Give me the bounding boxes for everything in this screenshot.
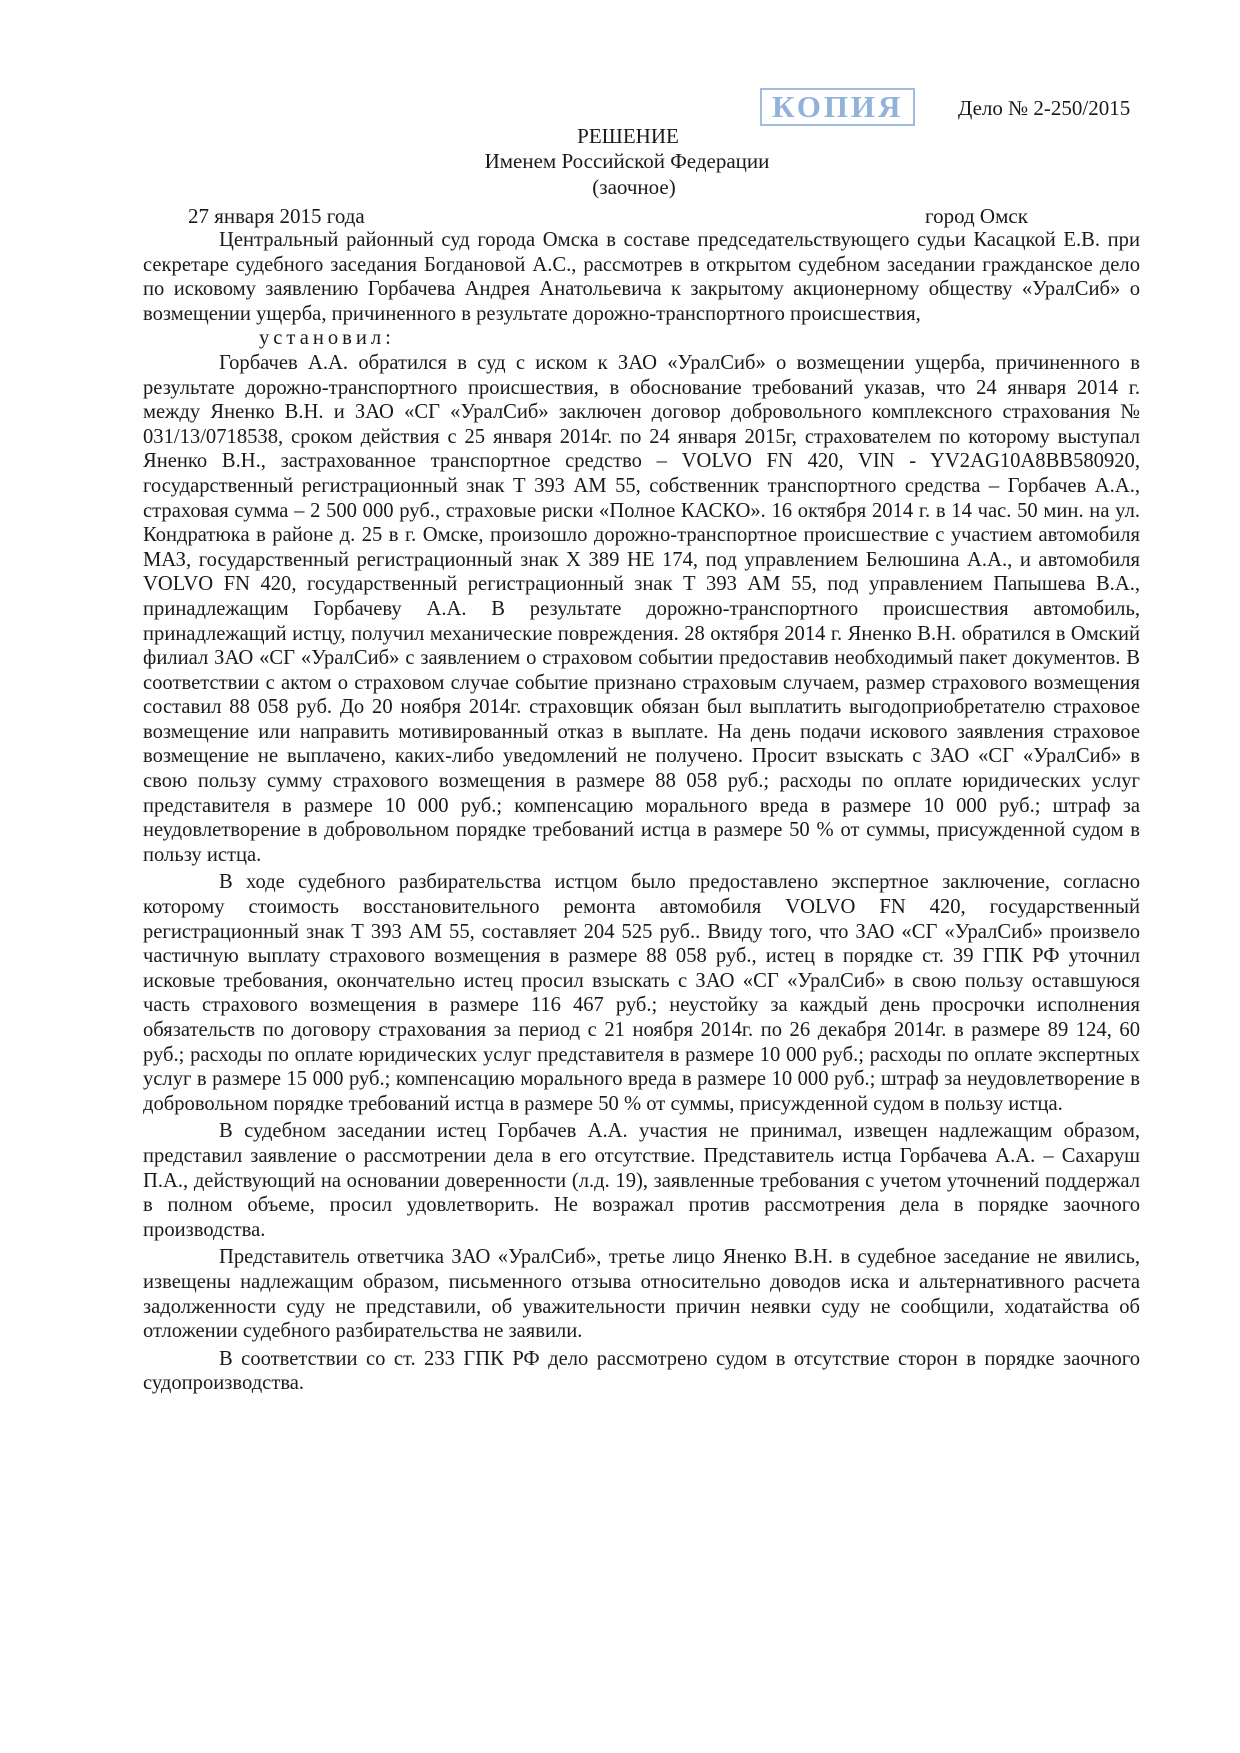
body-paragraph: В судебном заседании истец Горбачев А.А. участия не принимал, извещен надлежащим образом, представил заявление о рассмотрении дела в его отсутствие. Представитель истца Горбачева А.А. – Сахаруш П.А., действующий на основании доверенности (л.д. 19), заявленные требования с учетом уточнений поддержал в полном объеме, просил удовлетворить. Не возражал против рассмотрения дела в порядке заочного производства. bbox=[143, 1120, 1140, 1241]
body-paragraph: Представитель ответчика ЗАО «УралСиб», третье лицо Яненко В.Н. в судебное заседание не явились, извещены надлежащим образом, письменного отзыва относительно доводов иска и альтернативного расчета задолженности суду не представили, об уважительности причин неявки суду не сообщили, ходатайства об отложении судебного разбирательства не заявили. bbox=[143, 1246, 1140, 1343]
intro-paragraph: Центральный районный суд города Омска в составе председательствующего судьи Касацкой Е.В. при секретаре судебного заседания Богдановой А.С., рассмотрев в открытом судебном заседании гражданское дело по исковому заявлению Горбачева Андрея Анатольевича к закрытому акционерному обществу «УралСиб» о возмещении ущерба, причиненного в результате дорожно-транспортного происшествия, bbox=[143, 229, 1140, 325]
body-paragraph: В ходе судебного разбирательства истцом было предоставлено экспертное заключение, согласно которому стоимость восстановительного ремонта автомобиля VOLVO FN 420, государственный регистрационный знак Т 393 АМ 55, составляет 204 525 руб.. Ввиду того, что ЗАО «СГ «УралСиб» произвело частичную выплату страхового возмещения в размере 88 058 руб., истец в порядке ст. 39 ГПК РФ уточнил исковые требования, окончательно истец просил взыскать с ЗАО «СГ «УралСиб» в свою пользу оставшуюся часть страхового возмещения в размере 116 467 руб.; неустойку за каждый день просрочки исполнения обязательств по договору страхования за период с 21 ноября 2014г. по 26 декабря 2014г. в размере 89 124, 60 руб.; расходы по оплате юридических услуг представителя в размере 10 000 руб.; расходы по оплате экспертных услуг в размере 15 000 руб.; компенсацию морального вреда в размере 10 000 руб.; штраф за неудовлетворение в добровольном порядке требований истца в размере 50 % от суммы, присужденной судом в пользу истца. bbox=[143, 871, 1140, 1115]
document-body bbox=[143, 228, 1140, 1396]
established-heading: установил: bbox=[259, 327, 395, 350]
document-subtitle: Именем Российской Федерации bbox=[484, 149, 770, 173]
body-paragraph: В соответствии со ст. 233 ГПК РФ дело рассмотрено судом в отсутствие сторон в порядке заочного судопроизводства. bbox=[143, 1347, 1140, 1395]
document-type: (заочное) bbox=[592, 175, 676, 199]
copy-stamp: КОПИЯ bbox=[760, 88, 915, 126]
document-title: РЕШЕНИЕ bbox=[577, 124, 679, 148]
body-paragraph: Горбачев А.А. обратился в суд с иском к ЗАО «УралСиб» о возмещении ущерба, причиненного в результате дорожно-транспортного происшествия, в обоснование требований указав, что 24 января 2014 г. между Яненко В.Н. и ЗАО «СГ «УралСиб» заключен договор добровольного комплексного страхования № 031/13/0718538, сроком действия с 25 января 2014г. по 24 января 2015г, страхователем по которому выступал Яненко В.Н., застрахованное транспортное средство – VOLVO FN 420, VIN - YV2AG10A8BB580920, государственный регистрационный знак Т 393 АМ 55, собственник транспортного средства – Горбачев А.А., страховая сумма – 2 500 000 руб., страховые риски «Полное КАСКО». 16 октября 2014 г. в 14 час. 50 мин. на ул. Кондратюка в районе д. 25 в г. Омске, произошло дорожно-транспортное происшествие с участием автомобиля МАЗ, государственный регистрационный знак Х 389 НЕ 174, под управлением Белюшина А.А., и автомобиля VOLVO FN 420, государственный регистрационный знак Т 393 АМ 55, под управлением Папышева В.А., принадлежащим Горбачеву А.А. В результате дорожно-транспортного происшествия автомобиль, принадлежащий истцу, получил механические повреждения. 28 октября 2014 г. Яненко В.Н. обратился в Омский филиал ЗАО «СГ «УралСиб» с заявлением о страховом событии предоставив необходимый пакет документов. В соответствии с актом о страховом случае событие признано страховым случаем, размер страхового возмещения составил 88 058 руб. До 20 ноября 2014г. страховщик обязан был выплатить выгодоприобретателю страховое возмещение или направить мотивированный отказ в выплате. На день подачи искового заявления страховое возмещение не выплачено, каких-либо уведомлений не получено. Просит взыскать с ЗАО «СГ «УралСиб» в свою пользу сумму страхового возмещения в размере 88 058 руб.; расходы по оплате юридических услуг представителя в размере 10 000 руб.; компенсацию морального вреда в размере 10 000 руб.; штраф за неудовлетворение в добровольном порядке требований истца в размере 50 % от суммы, присужденной судом в пользу истца. bbox=[143, 351, 1140, 866]
decision-city: город Омск bbox=[925, 204, 1028, 228]
case-number: Дело № 2-250/2015 bbox=[958, 96, 1131, 120]
decision-date: 27 января 2015 года bbox=[188, 204, 365, 228]
